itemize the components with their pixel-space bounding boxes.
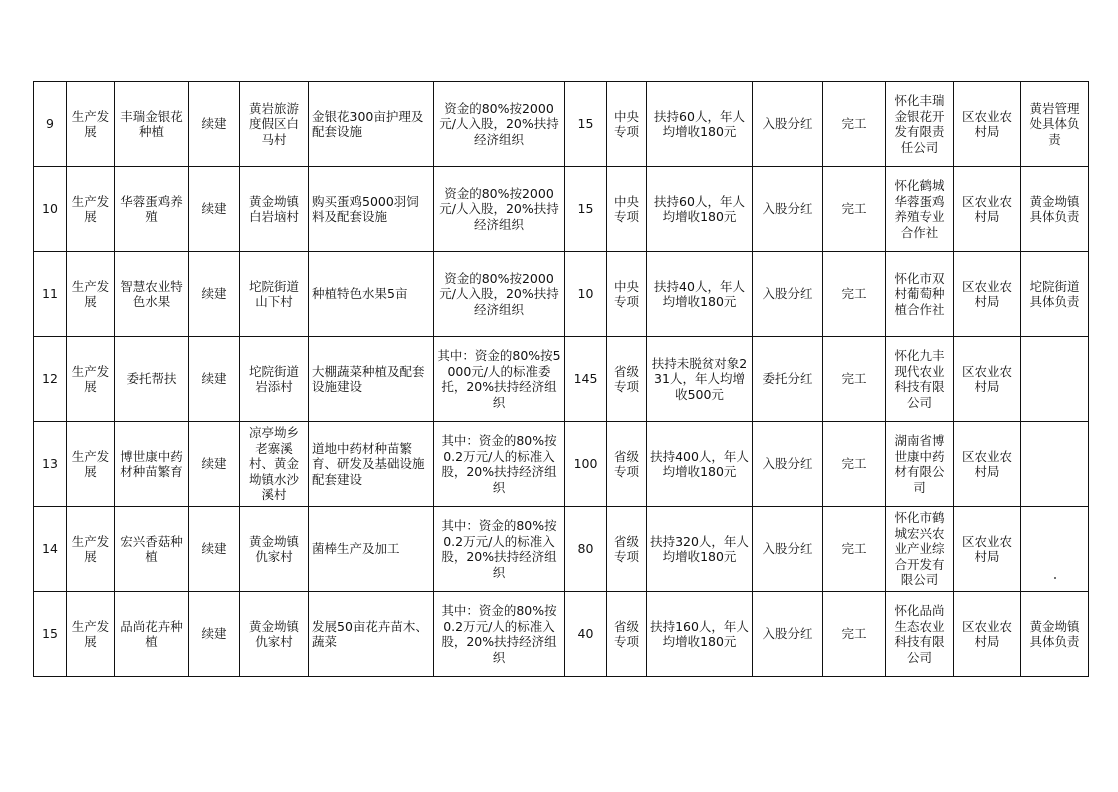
scan-speck: [1054, 577, 1056, 579]
cell-content: 金银花300亩护理及配套设施: [309, 82, 434, 167]
cell-category: 生产发展: [67, 82, 115, 167]
cell-no: 13: [34, 422, 67, 507]
cell-mode: 其中：资金的80%按0.2万元/人的标准入股，20%扶持经济组织: [434, 422, 565, 507]
cell-name: 博世康中药材种苗繁育: [115, 422, 189, 507]
cell-link: 入股分红: [753, 167, 823, 252]
table-row: [34, 82, 1089, 167]
cell-location: 黄金坳镇白岩垴村: [240, 167, 309, 252]
cell-dept: 区农业农村局: [954, 422, 1021, 507]
cell-entity: 怀化鹤城华蓉蛋鸡养殖专业合作社: [886, 167, 954, 252]
cell-no: 10: [34, 167, 67, 252]
cell-benefit: 扶持320人，年人均增收180元: [647, 507, 753, 592]
cell-type: 续建: [189, 252, 240, 337]
cell-source: 省级专项: [607, 507, 647, 592]
cell-link: 入股分红: [753, 82, 823, 167]
cell-entity: 怀化九丰现代农业科技有限公司: [886, 337, 954, 422]
table-row: [34, 507, 1089, 592]
cell-type: 续建: [189, 337, 240, 422]
cell-name: 华蓉蛋鸡养殖: [115, 167, 189, 252]
cell-content: 购买蛋鸡5000羽饲料及配套设施: [309, 167, 434, 252]
cell-entity: 怀化品尚生态农业科技有限公司: [886, 592, 954, 677]
cell-no: 12: [34, 337, 67, 422]
cell-content: 种植特色水果5亩: [309, 252, 434, 337]
cell-mode: 其中：资金的80%按0.2万元/人的标准入股，20%扶持经济组织: [434, 592, 565, 677]
table-row: [34, 422, 1089, 507]
cell-benefit: 扶持160人，年人均增收180元: [647, 592, 753, 677]
cell-benefit: 扶持60人，年人均增收180元: [647, 82, 753, 167]
cell-no: 11: [34, 252, 67, 337]
cell-location: 黄岩旅游度假区白马村: [240, 82, 309, 167]
cell-link: 委托分红: [753, 337, 823, 422]
cell-resp: [1021, 337, 1089, 422]
cell-source: 省级专项: [607, 592, 647, 677]
cell-link: 入股分红: [753, 422, 823, 507]
cell-content: 发展50亩花卉苗木、蔬菜: [309, 592, 434, 677]
cell-amount: 145: [565, 337, 607, 422]
cell-status: 完工: [823, 592, 886, 677]
cell-type: 续建: [189, 422, 240, 507]
cell-location: 坨院街道岩添村: [240, 337, 309, 422]
table-row: [34, 337, 1089, 422]
cell-location: 凉亭坳乡老寨溪村、黄金坳镇水沙溪村: [240, 422, 309, 507]
cell-amount: 80: [565, 507, 607, 592]
cell-status: 完工: [823, 82, 886, 167]
cell-category: 生产发展: [67, 337, 115, 422]
cell-location: 黄金坳镇仇家村: [240, 592, 309, 677]
cell-dept: 区农业农村局: [954, 592, 1021, 677]
cell-type: 续建: [189, 592, 240, 677]
cell-link: 入股分红: [753, 507, 823, 592]
cell-link: 入股分红: [753, 592, 823, 677]
cell-category: 生产发展: [67, 422, 115, 507]
cell-entity: 怀化市双村葡萄种植合作社: [886, 252, 954, 337]
cell-category: 生产发展: [67, 592, 115, 677]
cell-category: 生产发展: [67, 252, 115, 337]
cell-status: 完工: [823, 167, 886, 252]
cell-location: 坨院街道山下村: [240, 252, 309, 337]
table-body: [34, 82, 1089, 677]
cell-resp: 黄金坳镇具体负责: [1021, 167, 1089, 252]
cell-amount: 10: [565, 252, 607, 337]
cell-dept: 区农业农村局: [954, 252, 1021, 337]
cell-entity: 怀化市鹤城宏兴农业产业综合开发有限公司: [886, 507, 954, 592]
cell-resp: 黄岩管理处具体负责: [1021, 82, 1089, 167]
cell-amount: 15: [565, 82, 607, 167]
cell-content: 菌棒生产及加工: [309, 507, 434, 592]
project-table: [33, 81, 1089, 677]
cell-name: 委托帮扶: [115, 337, 189, 422]
cell-link: 入股分红: [753, 252, 823, 337]
cell-amount: 100: [565, 422, 607, 507]
cell-resp: [1021, 422, 1089, 507]
cell-amount: 40: [565, 592, 607, 677]
table-row: [34, 167, 1089, 252]
cell-benefit: 扶持400人，年人均增收180元: [647, 422, 753, 507]
cell-source: 中央专项: [607, 167, 647, 252]
cell-entity: 怀化丰瑞金银花开发有限责任公司: [886, 82, 954, 167]
cell-dept: 区农业农村局: [954, 337, 1021, 422]
cell-no: 15: [34, 592, 67, 677]
cell-source: 中央专项: [607, 82, 647, 167]
cell-name: 丰瑞金银花种植: [115, 82, 189, 167]
cell-mode: 资金的80%按2000元/人入股，20%扶持经济组织: [434, 82, 565, 167]
cell-status: 完工: [823, 507, 886, 592]
cell-mode: 其中：资金的80%按5000元/人的标准委托，20%扶持经济组织: [434, 337, 565, 422]
cell-dept: 区农业农村局: [954, 507, 1021, 592]
cell-source: 省级专项: [607, 337, 647, 422]
cell-category: 生产发展: [67, 167, 115, 252]
cell-entity: 湖南省博世康中药材有限公司: [886, 422, 954, 507]
cell-type: 续建: [189, 507, 240, 592]
cell-benefit: 扶持40人，年人均增收180元: [647, 252, 753, 337]
cell-content: 道地中药材种苗繁育、研发及基础设施配套建设: [309, 422, 434, 507]
cell-source: 省级专项: [607, 422, 647, 507]
cell-name: 宏兴香菇种植: [115, 507, 189, 592]
table-row: [34, 252, 1089, 337]
cell-benefit: 扶持未脱贫对象231人，年人均增收500元: [647, 337, 753, 422]
cell-mode: 资金的80%按2000元/人入股，20%扶持经济组织: [434, 167, 565, 252]
cell-name: 智慧农业特色水果: [115, 252, 189, 337]
cell-status: 完工: [823, 422, 886, 507]
cell-dept: 区农业农村局: [954, 167, 1021, 252]
cell-type: 续建: [189, 167, 240, 252]
cell-mode: 其中：资金的80%按0.2万元/人的标准入股，20%扶持经济组织: [434, 507, 565, 592]
cell-dept: 区农业农村局: [954, 82, 1021, 167]
cell-location: 黄金坳镇仇家村: [240, 507, 309, 592]
cell-no: 9: [34, 82, 67, 167]
cell-benefit: 扶持60人，年人均增收180元: [647, 167, 753, 252]
cell-source: 中央专项: [607, 252, 647, 337]
cell-status: 完工: [823, 252, 886, 337]
cell-name: 品尚花卉种植: [115, 592, 189, 677]
cell-resp: 黄金坳镇具体负责: [1021, 592, 1089, 677]
cell-status: 完工: [823, 337, 886, 422]
table-row: [34, 592, 1089, 677]
cell-amount: 15: [565, 167, 607, 252]
cell-category: 生产发展: [67, 507, 115, 592]
cell-type: 续建: [189, 82, 240, 167]
cell-mode: 资金的80%按2000元/人入股，20%扶持经济组织: [434, 252, 565, 337]
cell-resp: 坨院街道具体负责: [1021, 252, 1089, 337]
cell-content: 大棚蔬菜种植及配套设施建设: [309, 337, 434, 422]
cell-no: 14: [34, 507, 67, 592]
